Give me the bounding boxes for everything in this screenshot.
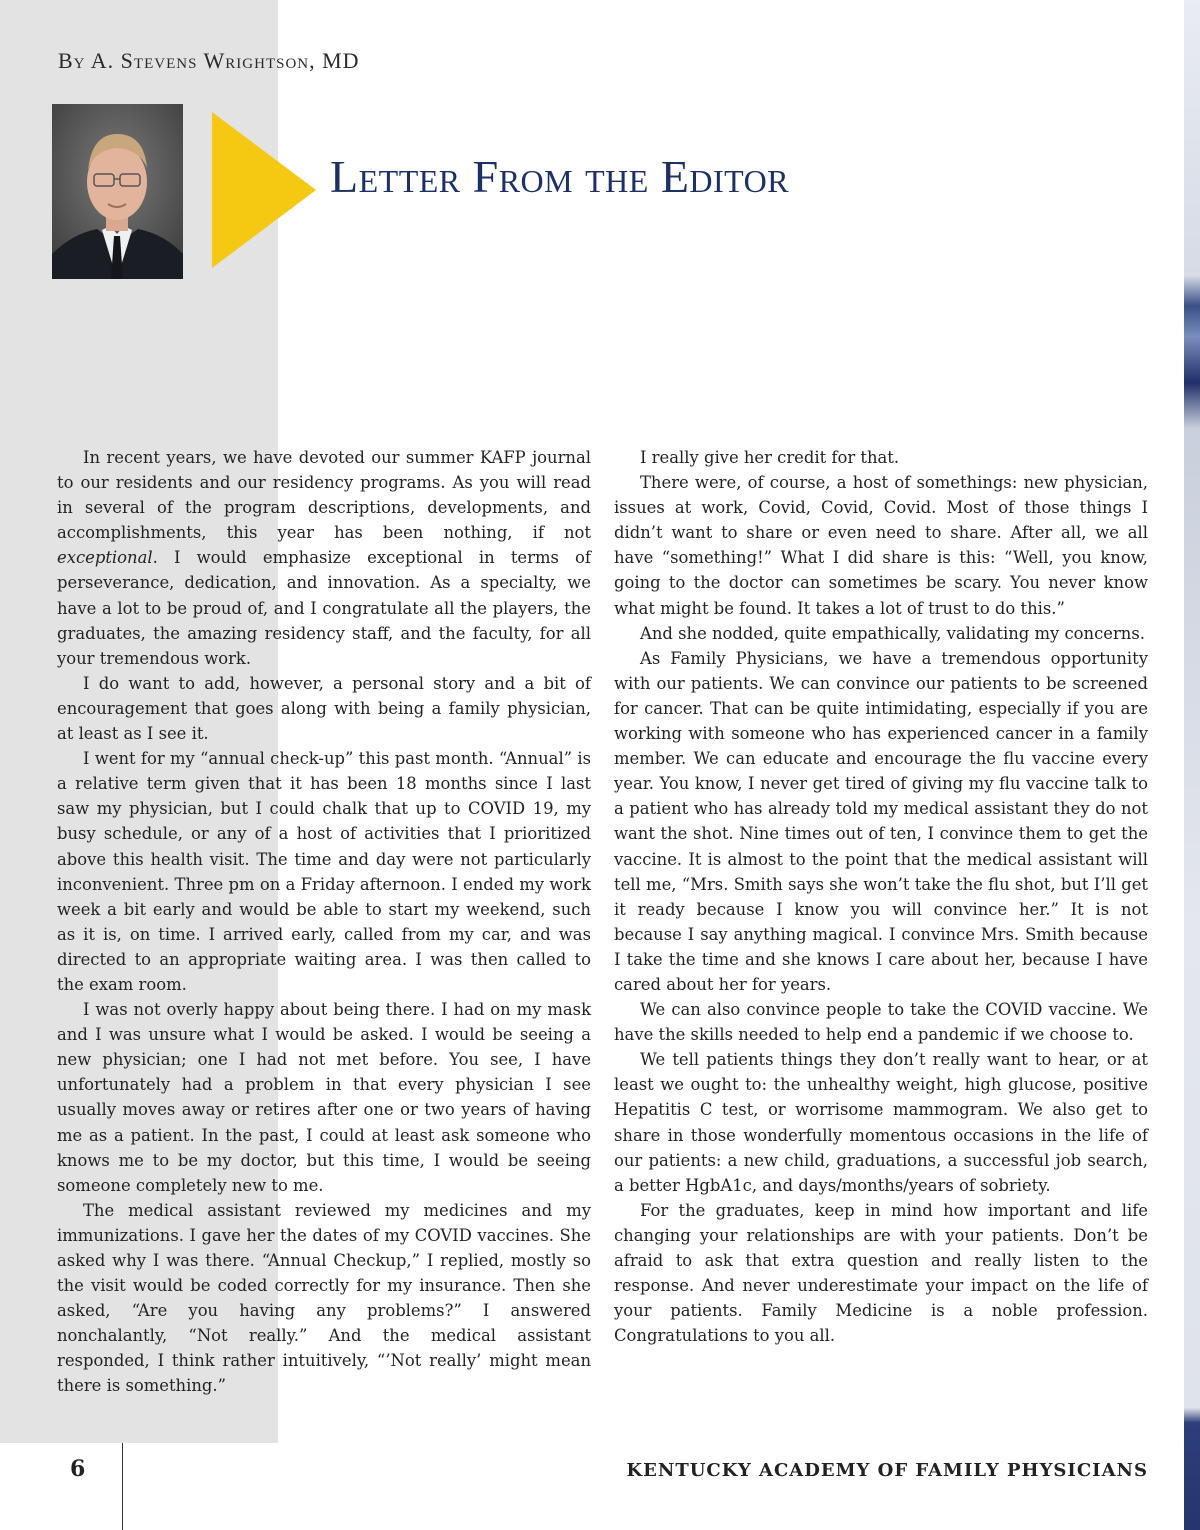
paragraph: I went for my “annual check-up” this past month. “Annual” is a relative term given that it has been 18 months since I last saw my physician, but I could chalk that up to COVID 19, my busy schedule, or any of a host of activities that I prioritized above this health visit. The time and day were not particularly inconvenient. Three pm on a Friday afternoon. I ended my work week a bit early and would be able to start my weekend, such as it is, on time. I arrived early, called from my car, and was directed to an appropriate waiting area. I was then called to the exam room. — [57, 749, 591, 994]
paragraph: I was not overly happy about being there. I had on my mask and I was unsure what I would be asked. I would be seeing a new physician; one I had not met before. You see, I have unfortunately had a problem in that every physician I see usually moves away or retires after one or two years of having me as a patient. In the past, I could at least ask someone who knows me to be my doctor, but this time, I would be seeing someone completely new to me. — [57, 1000, 591, 1195]
edge-photo-strip — [1184, 0, 1200, 1530]
paragraph: We tell patients things they don’t really want to hear, or at least we ought to: the unhealthy weight, high glucose, positive Hepatitis C test, or worrisome mammogram. We also get to share in those wonderfully momentous occasions in the life of our patients: a new child, graduations, a successful job search, a better HgbA1c, and days/months/years of sobriety. — [614, 1050, 1148, 1195]
page-number: 6 — [70, 1456, 86, 1482]
footer-divider — [122, 1443, 123, 1530]
paragraph: We can also convince people to take the COVID vaccine. We have the skills needed to help end a pandemic if we choose to. — [614, 1000, 1148, 1045]
page-title: Letter From the Editor — [330, 151, 790, 202]
paragraph: For the graduates, keep in mind how important and life changing your relationships are with your patients. Don’t be afraid to ask that extra question and really listen to the response. And never underestimate your impact on the life of your patients. Family Medicine is a noble profession. Congratulations to you all. — [614, 1200, 1148, 1346]
journal-name: KENTUCKY ACADEMY OF FAMILY PHYSICIANS — [626, 1460, 1148, 1481]
paragraph: As Family Physicians, we have a tremendous opportunity with our patients. We can convince our patients to be screened for cancer. That can be quite intimidating, especially if you are working with someone who has experienced cancer in a family member. We can educate and encourage the flu vaccine every year. You know, I never get tired of giving my flu vaccine talk to a patient who has already told my medical assistant they do not want the shot. Nine times out of ten, I convince them to get the vaccine. It is almost to the point that the medical assistant will tell me, “Mrs. Smith says she won’t take the flu shot, but I’ll get it ready because I know you will convince her.” It is not because I say anything magical. I convince Mrs. Smith because I take the time and she knows I care about her, because I have cared about her for years. — [614, 648, 1148, 994]
paragraph: I do want to add, however, a personal story and a bit of encouragement that goes along with being a family physician, at least as I see it. — [57, 673, 591, 744]
author-photo — [52, 104, 183, 279]
paragraph: The medical assistant reviewed my medicines and my immunizations. I gave her the dates of my COVID vaccines. She asked why I was there. “Annual Checkup,” I replied, mostly so the visit would be coded correctly for my insurance. Then she asked, “Are you having any problems?” I answered nonchalantly, “Not really.” And the medical assistant responded, I think rather intuitively, “’Not really’ might mean there is something.” — [57, 1200, 591, 1396]
article-column-right — [614, 445, 1148, 1348]
paragraph: I really give her credit for that. — [640, 448, 900, 467]
article-column-left — [57, 445, 591, 1399]
paragraph: There were, of course, a host of somethings: new physician, issues at work, Covid, Covid, Covid. Most of those things I didn’t want to share or even need to share. After all, we all have “something!” What I did share is this: “Well, you know, going to the doctor can sometimes be scary. You never know what might be found. It takes a lot of trust to do this.” — [614, 473, 1148, 618]
byline: By A. Stevens Wrightson, MD — [58, 48, 360, 73]
paragraph: And she nodded, quite empathically, validating my concerns. — [640, 623, 1145, 643]
paragraph: In recent years, we have devoted our summer KAFP journal to our residents and our residency programs. As you will read in several of the program descriptions, developments, and accomplishments, this year has been nothing, if not exceptional. I would emphasize exceptional in terms of perseverance, dedication, and innovation. As a specialty, we have a lot to be proud of, and I congratulate all the players, the graduates, the amazing residency staff, and the faculty, for all your tremendous work. — [57, 448, 591, 668]
yellow-arrow-icon — [212, 112, 316, 268]
